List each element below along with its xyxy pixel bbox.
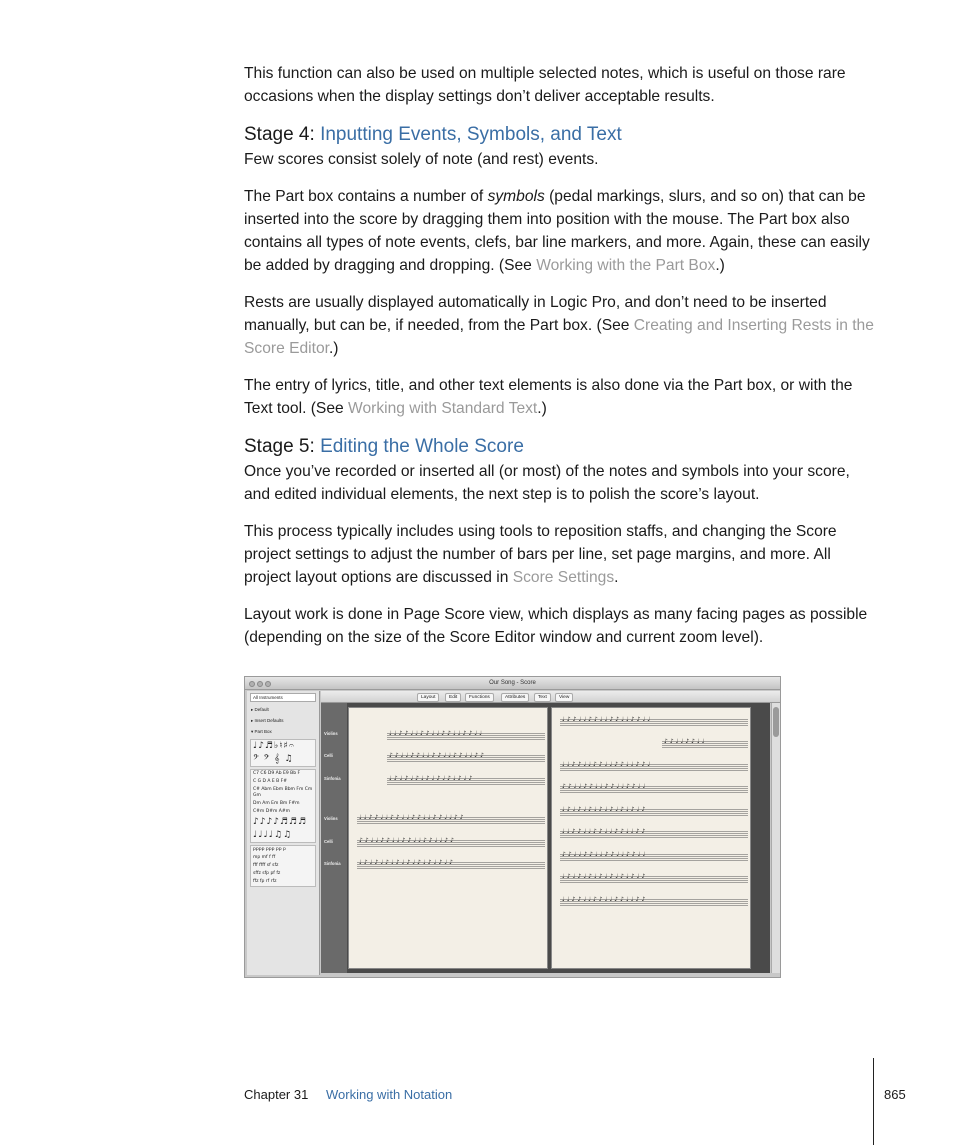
track-label: Sinfonia — [324, 861, 341, 866]
link-part-box[interactable]: Working with the Part Box — [536, 257, 716, 274]
note-run: ♩♩♪♪♩♩♪♪♩♩♪♪♩♩♪♪♩♩ — [389, 730, 484, 737]
footer-chapter-title[interactable]: Working with Notation — [326, 1087, 453, 1102]
link-inserting-rests[interactable]: Creating and Inserting Rests in the Score Editor — [244, 317, 874, 357]
menu-attributes: Attributes — [501, 693, 529, 702]
note-run: ♪♪♩♩♪♪♩♩♪♪♩♩♪♪♩♩♪♪ — [389, 752, 486, 759]
dynamics-row: mp mf f ff — [253, 855, 276, 860]
window-titlebar — [245, 677, 780, 690]
vertical-scrollbar — [771, 703, 781, 973]
zoom-icon — [265, 681, 271, 687]
panel-row-default: ▸ Default — [251, 707, 269, 712]
note-run: ♩♪♩♪♩♪♩♪♩♪♩♪♩♪♩♪♩♪ — [359, 859, 455, 866]
stage5-prefix: Stage 5: — [244, 436, 321, 457]
page-number: 865 — [884, 1087, 906, 1102]
menu-edit: Edit — [445, 693, 461, 702]
panel-row-label: Insert Defaults — [254, 718, 284, 723]
score-page-left — [348, 707, 548, 969]
menu-layout: Layout — [417, 693, 439, 702]
panel-row-part-box: ▾ Part Box — [251, 729, 272, 734]
track-label: Sinfonia — [324, 776, 341, 781]
stage5-paragraph-1: Once you’ve recorded or inserted all (or most) of the notes and symbols into your score, and edited individual elements, the next step is to polish the score’s layout. — [244, 463, 850, 503]
note-run: ♩♪♪♩♩♪♪♩♩♪♪♩♩♪♪♩♩ — [562, 716, 653, 723]
note-run: ♩♩♪♪♩♩♪♪♩♩♪♪♩♩♪♪ — [562, 896, 648, 903]
dynamics-row: pppp ppp pp p — [253, 847, 286, 852]
stage5-title: Editing the Whole Score — [320, 436, 524, 457]
stage5-paragraph-3: Layout work is done in Page Score view, which displays as many facing pages as possible (depending on the size of the Score Editor window and current zoom level). — [244, 606, 868, 646]
note-run: ♪♪♩♩♪♪♩♩♪♪♩♩♪♪♩♩ — [562, 851, 648, 858]
text-run: .) — [537, 400, 547, 417]
score-editor-screenshot — [244, 676, 781, 978]
menu-view: View — [555, 693, 573, 702]
text-emphasis: symbols — [487, 188, 545, 205]
footer-divider — [873, 1058, 874, 1145]
window-title: Our Song - Score — [489, 680, 536, 686]
chord-row: Dm Am Em Bm F#m — [253, 801, 300, 806]
symbol-palette — [250, 739, 316, 767]
dynamics-row: fff ffff sf sfz — [253, 863, 279, 868]
track-label: Celli — [324, 839, 333, 844]
minimize-icon — [257, 681, 263, 687]
intro-paragraph: This function can also be used on multiple selected notes, which is useful on those rare occasions when the display settings don’t deliver acceptable results. — [244, 65, 846, 105]
score-toolbar — [321, 691, 781, 703]
text-run: .) — [715, 257, 725, 274]
stage4-title: Inputting Events, Symbols, and Text — [320, 124, 622, 145]
panel-row-label: Part Box — [254, 729, 272, 734]
text-run: The entry of lyrics, title, and other text elements is also done via the Part box, or with the Text tool. (See — [244, 377, 853, 417]
note-run: ♪♪♩♩♪♪♩♩♪♪♩♩♪♪♩♩ — [562, 783, 648, 790]
track-column — [321, 703, 347, 973]
chord-palette — [250, 769, 316, 843]
text-run: (pedal markings, slurs, and so on) that can be inserted into the score by dragging them into position with the mouse. The Part box also contains all types of note events, clefs, bar line markers, and more. Again, these can easily be added by dragging and dropping. (See — [244, 188, 870, 274]
panel-row-label: Default — [254, 707, 269, 712]
score-area — [321, 703, 770, 973]
stage5-heading — [244, 434, 876, 460]
footer-chapter: Chapter 31 — [244, 1087, 309, 1102]
stage5-paragraph-2 — [244, 520, 876, 589]
text-run: . — [614, 569, 619, 586]
note-run: ♪♪♩♩♪♪♩♩ — [664, 738, 707, 745]
instrument-select: All Instruments — [250, 693, 316, 702]
note-run: ♩♪♩♪♩♪♩♪♩♪♩♪♩♪♩♪ — [389, 775, 475, 782]
link-standard-text[interactable]: Working with Standard Text — [348, 400, 538, 417]
clef-symbols-icon: 𝄢 𝄢 𝄞 ♫ — [253, 754, 294, 764]
close-icon — [249, 681, 255, 687]
dynamics-row: sffz sfp pf fz — [253, 871, 281, 876]
note-run: ♩♩♪♪♩♩♪♪♩♩♪♪♩♩♪♪♩♩♪♪ — [359, 814, 466, 821]
chord-row: C# Abm Ebm Bbm Fm Cm Gm — [253, 787, 313, 798]
note-run: ♪♪♩♩♪♪♩♩♪♪♩♩♪♪♩♩♪♪ — [359, 837, 456, 844]
text-run: Rests are usually displayed automatically in Logic Pro, and don’t need to be inserted manually, but can be, if needed, from the Part box. (See — [244, 294, 827, 334]
panel-row-insert-defaults: ▸ Insert Defaults — [251, 718, 284, 723]
document-body — [244, 62, 876, 649]
chord-row: C#m D#m A#m — [253, 809, 291, 814]
menu-text: Text — [534, 693, 551, 702]
stage4-paragraph-1 — [244, 185, 876, 277]
part-box-panel — [247, 691, 320, 975]
note-run: ♩♪♩♪♩♪♩♪♩♪♩♪♩♪♩♪ — [562, 806, 648, 813]
scrollbar-thumb — [773, 707, 779, 737]
stage4-heading — [244, 122, 876, 148]
note-run: ♩♪♩♪♩♪♩♪♩♪♩♪♩♪♩♪ — [562, 873, 648, 880]
stage4-lead: Few scores consist solely of note (and rest) events. — [244, 151, 599, 168]
track-label: Violins — [324, 816, 338, 821]
note-run: ♩♩♪♪♩♩♪♪♩♩♪♪♩♩♪♪♩ — [562, 761, 653, 768]
stage4-paragraph-3 — [244, 374, 876, 420]
note-group-icon: ♩♩♩♩♫♫ — [253, 830, 293, 840]
stage4-paragraph-2 — [244, 291, 876, 360]
note-group-icon: ♪♪♪♪♬♬♬ — [253, 817, 308, 827]
stage4-prefix: Stage 4: — [244, 124, 321, 145]
text-run: This process typically includes using tools to reposition staffs, and changing the Score project settings to adjust the number of bars per line, set page margins, and more. All project layout options are discussed in — [244, 523, 837, 586]
text-run: .) — [328, 340, 339, 357]
chord-row: C G D A E B F# — [253, 779, 288, 784]
score-page-right — [551, 707, 751, 969]
track-label: Celli — [324, 753, 333, 758]
chord-row: C7 C6 D9 Ab E9 Bb F — [253, 771, 301, 776]
track-label: Violins — [324, 731, 338, 736]
text-run: The Part box contains a number of — [244, 188, 488, 205]
menu-functions: Functions — [465, 693, 494, 702]
dynamics-palette — [250, 845, 316, 887]
dynamics-row: ffz fp rf rfz — [253, 879, 277, 884]
note-symbols-icon: ♩♪♬♭♮♯𝄐 — [253, 741, 295, 751]
note-run: ♩♩♪♪♩♩♪♪♩♩♪♪♩♩♪♪ — [562, 828, 648, 835]
link-score-settings[interactable]: Score Settings — [512, 569, 615, 586]
